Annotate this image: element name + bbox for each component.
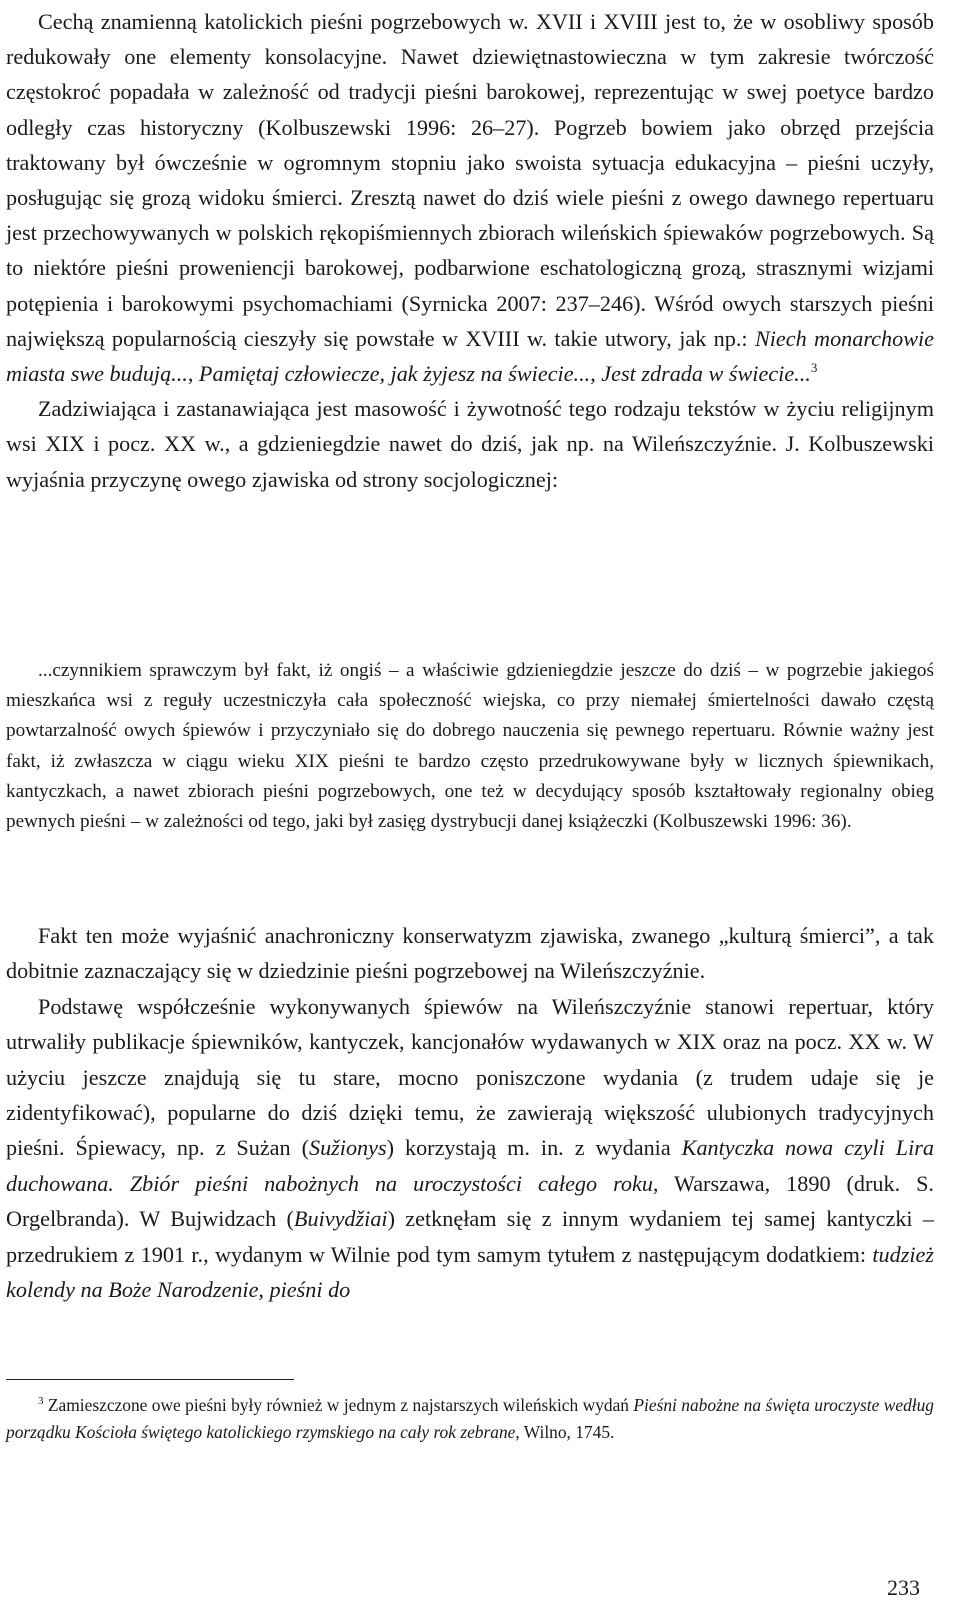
text-run: ) zetknęłam się z innym wydaniem tej samej kantyczki – przedrukiem z 1901 r., wydanym w Wilnie pod tym samym tytułem z następującym dodatkiem: xyxy=(6,1206,935,1267)
paragraph xyxy=(6,391,934,497)
place-name-lithuanian: Buivydžiai xyxy=(293,1206,388,1232)
footnote-number: 3 xyxy=(38,1395,44,1407)
text-run: Podstawę współcześnie wykonywanych śpiewów na Wileńszczyźnie stanowi repertuar, który utrwaliły publikacje śpiewników, kantyczek, kancjonałów wydawanych w XIX oraz na pocz. XX w. W użyciu jeszcze znajdują się tu stare, mocno poniszczone wydania (z trudem udaje się je zidentyfikować), popularne do dziś dzięki temu, że zawierają większość ulubionych tradycyjnych pieśni. Śpiewacy, np. z Sużan ( xyxy=(6,993,934,1161)
text-run: Zamieszczone owe pieśni były również w jednym z najstarszych wileńskich wydań xyxy=(43,1395,634,1415)
block-quote xyxy=(6,656,934,837)
paragraph xyxy=(6,4,934,391)
footnote xyxy=(6,1392,934,1445)
song-title: Niech monarchowie miasta swe budują... xyxy=(6,325,935,387)
text-run: , xyxy=(590,361,602,387)
text-run: , xyxy=(187,361,199,387)
book-title: Pieśni nabożne na święta uroczyste według porządku Kościoła świętego katolickiego rzymskiego na cały rok zebrane xyxy=(6,1395,934,1442)
paragraph xyxy=(6,989,934,1308)
footnote-text xyxy=(6,1392,934,1445)
book-title: Kantyczka nowa czyli Lira duchowana. Zbiór pieśni nabożnych na uroczystości całego roku xyxy=(6,1135,934,1196)
song-title: Pamiętaj człowiecze, jak żyjesz na świecie... xyxy=(198,361,591,387)
quote-text: ...czynnikiem sprawczym był fakt, iż ongiś – a właściwie gdzieniegdzie jeszcze do dziś – w pogrzebie jakiegoś mieszkańca wsi z reguły uczestniczyła cała społeczność wiejska, co przy niemałej śmiertelności dawało częstą powtarzalność owych śpiewów i przyczyniało się do dobrego nauczenia się pewnego repertuaru. Równie ważny jest fakt, iż zwłaszcza w ciągu wieku XIX pieśni te bardzo często przedrukowywane były w licznych śpiewnikach, kantyczkach, a nawet zbiorach pieśni pogrzebowych, one też w decydujący sposób kształtowały regionalny obieg pewnych pieśni – w zależności od tego, jaki był zasięg dystrybucji danej książeczki (Kolbuszewski 1996: 36). xyxy=(6,660,934,833)
book-title: tudzież kolendy na Boże Narodzenie, pieśni do xyxy=(6,1241,934,1303)
paragraph xyxy=(6,918,934,989)
footnote-divider xyxy=(6,1379,294,1380)
text-run: Cechą znamienną katolickich pieśni pogrzebowych w. XVII i XVIII jest to, że w osobliwy sposób redukowały one elementy konsolacyjne. Nawet dziewiętnastowieczna w tym zakresie twórczość częstokroć popadała w zależność od tradycji pieśni barokowej, reprezentując w swej poetyce bardzo odległy czas historyczny (Kolbuszewski 1996: 26–27). Pogrzeb bowiem jako obrzęd przejścia traktowany był ówcześnie w ogromnym stopniu jako swoista sytuacja edukacyjna – pieśni uczyły, posługując się grozą widoku śmierci. Zresztą nawet do dziś wiele pieśni z owego dawnego repertuaru jest przechowywanych w polskich rękopiśmiennych zbiorach wileńskich śpiewaków pogrzebowych. Są to niektóre pieśni proweniencji barokowej, podbarwione eschatologiczną grozą, strasznymi wizjami potępienia i barokowymi psychomachiami (Syrnicka 2007: 237–246). Wśród owych starszych pieśni największą popularnością cieszyły się powstałe w XVIII w. takie utwory, jak np.: xyxy=(6,9,934,351)
main-text-bottom xyxy=(6,918,934,1307)
text-run: , Warszawa, 1890 (druk. S. Orgelbranda). W Bujwidzach ( xyxy=(6,1170,934,1232)
text-run: , Wilno, 1745. xyxy=(515,1421,615,1442)
text-run: ) korzystają m. in. z wydania xyxy=(386,1135,682,1161)
footnote-reference: 3 xyxy=(810,360,818,376)
place-name-lithuanian: Sužionys xyxy=(308,1135,387,1161)
page-number: 233 xyxy=(887,1575,920,1600)
main-text-top xyxy=(6,4,934,497)
text-run: Fakt ten może wyjaśnić anachroniczny konserwatyzm zjawiska, zwanego „kulturą śmierci”, a tak dobitnie zaznaczający się w dziedzinie pieśni pogrzebowej na Wileńszczyźnie. xyxy=(6,923,934,984)
text-run: Zadziwiająca i zastanawiająca jest masowość i żywotność tego rodzaju tekstów w życiu religijnym wsi XIX i pocz. XX w., a gdzieniegdzie nawet do dziś, jak np. na Wileńszczyźnie. J. Kolbuszewski wyjaśnia przyczynę owego zjawiska od strony socjologicznej: xyxy=(6,396,934,492)
song-title: Jest zdrada w świecie... xyxy=(601,361,811,387)
